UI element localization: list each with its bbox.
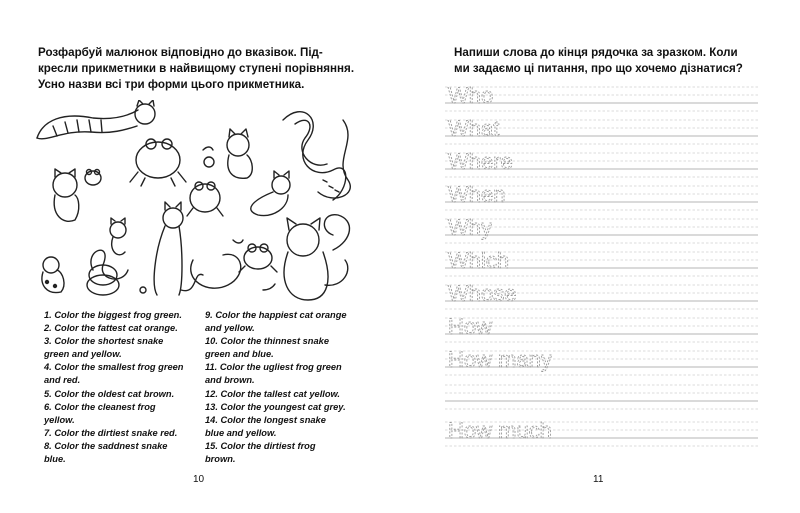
snake-drawing xyxy=(324,215,349,250)
task-line: 8. Color the saddnest snake xyxy=(44,440,168,451)
page-number: 10 xyxy=(193,474,205,485)
flower-drawing xyxy=(203,147,213,150)
dog-drawing xyxy=(42,257,64,293)
traceable-word: Who xyxy=(448,83,494,108)
page-number: 11 xyxy=(593,474,604,485)
task-line: 12. Color the tallest cat yellow. xyxy=(205,388,341,399)
task-line: 13. Color the youngest cat grey. xyxy=(205,401,346,412)
coloring-tasks-column-2 xyxy=(205,309,363,466)
traceable-word: When xyxy=(448,182,506,207)
task-line: brown. xyxy=(205,454,236,465)
animals-coloring-illustration xyxy=(33,100,359,306)
coloring-tasks-column-1 xyxy=(44,309,202,466)
task-line: 9. Color the happiest cat orange xyxy=(205,310,347,320)
traceable-word: How many xyxy=(448,347,552,372)
snake-drawing xyxy=(87,250,128,295)
task-line: 4. Color the smallest frog green xyxy=(44,362,184,373)
task-line: 11. Color the ugliest frog green xyxy=(205,362,342,373)
worm-drawing xyxy=(263,284,275,290)
cat-drawing xyxy=(227,129,252,178)
task-line: 5. Color the oldest cat brown. xyxy=(44,388,175,399)
traceable-word: Which xyxy=(448,248,510,273)
task-line: 6. Color the cleanest frog xyxy=(44,401,156,412)
frog-drawing xyxy=(85,170,101,186)
cat-drawing xyxy=(251,171,290,216)
frog-drawing xyxy=(187,182,223,216)
flower-drawing xyxy=(204,157,214,167)
task-line: and red. xyxy=(44,375,81,386)
handwriting-practice-lines xyxy=(440,75,762,475)
instruction-line: Усно назви всі три форми цього прикметника. xyxy=(38,78,305,91)
task-line: 7. Color the dirtiest snake red. xyxy=(44,427,178,438)
coloring-instructions xyxy=(38,45,355,93)
instruction-line: Напиши слова до кінця рядочка за зразком. Коли xyxy=(454,46,738,59)
task-line: 14. Color the longest snake xyxy=(205,414,326,425)
traceable-word: Where xyxy=(448,149,513,174)
traceable-word: How much xyxy=(448,418,552,443)
writing-instructions xyxy=(454,45,768,77)
traceable-word: How xyxy=(448,314,493,339)
task-line: green and yellow. xyxy=(44,349,122,360)
right-page xyxy=(400,0,800,513)
frog-drawing xyxy=(130,139,186,186)
task-line: yellow. xyxy=(44,414,75,425)
instruction-line: ми задаємо ці питання, про що хочемо дізнатися? xyxy=(454,62,743,75)
snake-drawing xyxy=(283,112,346,200)
cat-drawing xyxy=(53,169,79,221)
task-line: blue. xyxy=(44,454,66,465)
cat-drawing xyxy=(110,218,126,255)
task-line: and yellow. xyxy=(205,323,255,334)
task-line: blue and yellow. xyxy=(205,427,277,438)
task-line: and brown. xyxy=(205,375,255,386)
instruction-line: кресли прикметники в найвищому ступені порівняння. xyxy=(38,62,355,75)
striped-cat-drawing xyxy=(37,100,155,139)
task-line: 3. Color the shortest snake xyxy=(44,336,164,347)
task-line: 2. Color the fattest cat orange. xyxy=(44,323,178,334)
task-line: 10. Color the thinnest snake xyxy=(205,336,329,347)
traceable-word: Why xyxy=(448,215,492,240)
traceable-word: What xyxy=(448,116,500,141)
snake-drawing xyxy=(191,254,241,288)
instruction-line: Розфарбуй малюнок відповідно до вказівок. Під- xyxy=(38,46,323,59)
frog-drawing xyxy=(239,244,277,272)
flower-drawing xyxy=(233,240,243,243)
task-line: 15. Color the dirtiest frog xyxy=(205,440,316,451)
cat-drawing xyxy=(284,218,348,300)
cat-drawing xyxy=(154,202,203,295)
snake-drawing xyxy=(318,120,350,198)
flower-drawing xyxy=(140,287,146,293)
task-line: green and blue. xyxy=(205,349,274,360)
traceable-word: Whose xyxy=(448,281,517,306)
task-line: 1. Color the biggest frog green. xyxy=(44,310,182,320)
